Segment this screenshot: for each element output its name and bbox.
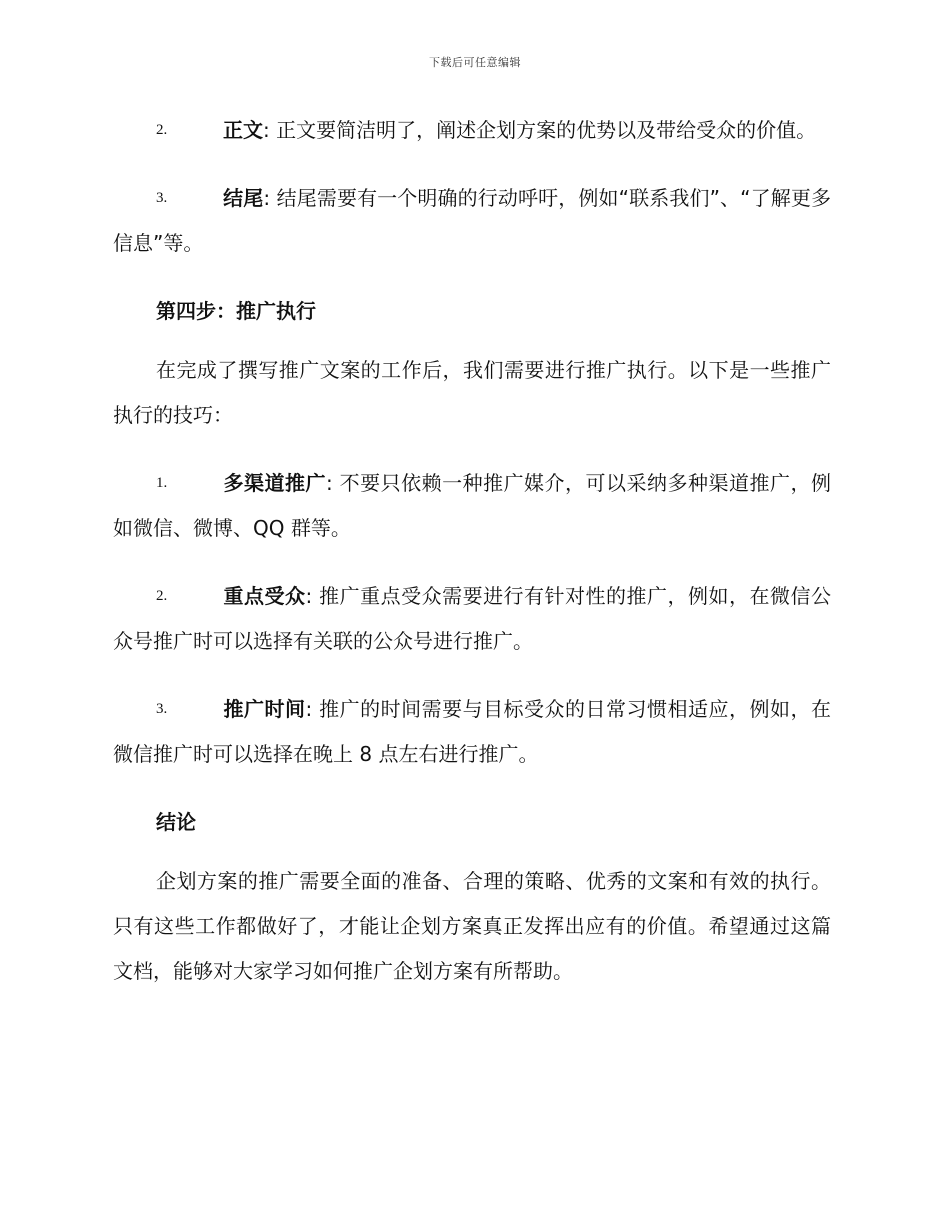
list-number: 2. [156, 122, 168, 138]
list-number: 3. [156, 190, 168, 206]
list-term: 推广时间 [223, 697, 306, 721]
document-body [113, 108, 831, 1017]
list-text: 推广的时间需要与目标受众的日常习惯相适应，例如，在微信推广时可以选择在晚上 8 点左右进行推广。 [113, 697, 832, 766]
list-number: 1. [156, 475, 168, 491]
list-text: 正文要简洁明了，阐述企划方案的优势以及带给受众的价值。 [276, 118, 817, 142]
conclusion-heading: 结论 [156, 810, 196, 834]
list-term: 重点受众 [223, 584, 306, 608]
list-text: 结尾需要有一个明确的行动呼吁，例如“联系我们”、“了解更多信息”等。 [113, 186, 831, 255]
list-item-multichannel [113, 461, 831, 551]
list-term: 多渠道推广 [223, 471, 326, 495]
list-colon: : [325, 471, 333, 495]
list-number: 3. [156, 701, 168, 717]
list-item-key-audience [113, 574, 831, 664]
page-header: 下载后可任意编辑 [429, 56, 521, 69]
list-term: 结尾 [223, 186, 264, 210]
section-heading: 第四步：推广执行 [156, 299, 316, 323]
list-text: 不要只依赖一种推广媒介，可以采纳多种渠道推广，例如微信、微博、QQ 群等。 [113, 471, 832, 540]
conclusion-text: 企划方案的推广需要全面的准备、合理的策略、优秀的文案和有效的执行。只有这些工作都做好了，才能让企划方案真正发挥出应有的价值。希望通过这篇文档，能够对大家学习如何推广企划方案有所帮助。 [113, 869, 831, 983]
list-item-ending [113, 176, 831, 266]
list-item-timing [113, 687, 831, 777]
list-colon: : [305, 697, 313, 721]
list-colon: : [305, 584, 313, 608]
section-intro: 在完成了撰写推广文案的工作后，我们需要进行推广执行。以下是一些推广执行的技巧： [113, 358, 831, 427]
list-item-body-text [113, 108, 831, 153]
list-colon: : [263, 186, 271, 210]
list-number: 2. [156, 588, 168, 604]
list-colon: : [263, 118, 270, 142]
list-term: 正文 [223, 118, 263, 142]
list-text: 推广重点受众需要进行有针对性的推广，例如，在微信公众号推广时可以选择有关联的公众号进行推广。 [113, 584, 832, 653]
